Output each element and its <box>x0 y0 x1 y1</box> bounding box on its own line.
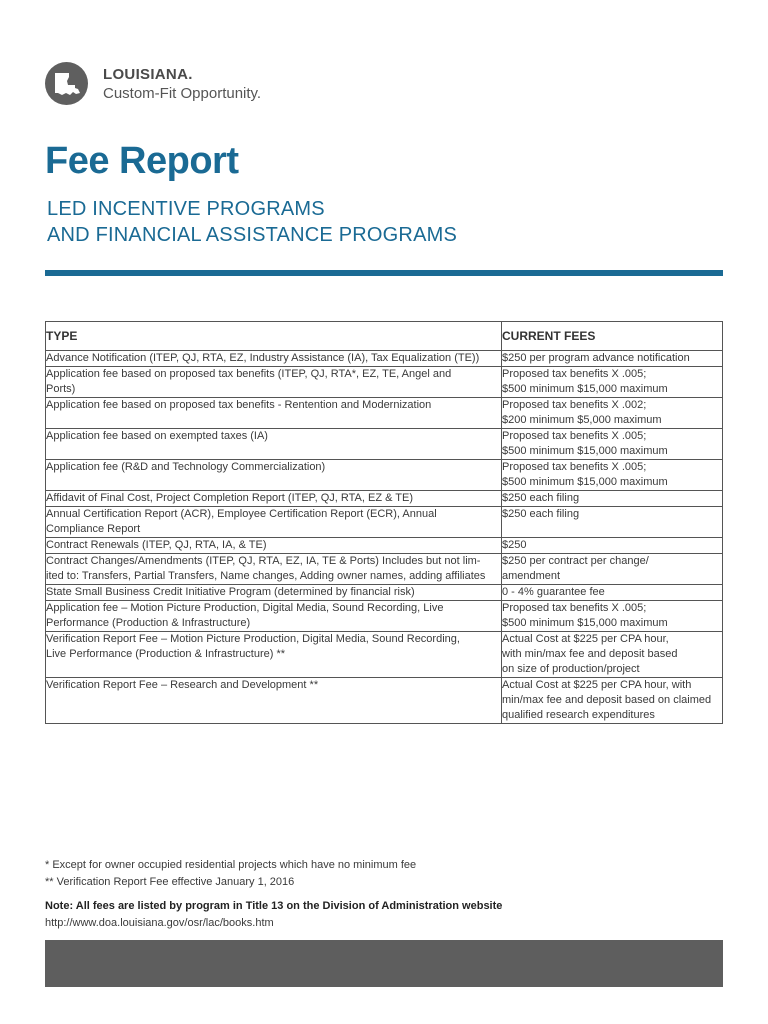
fee-cell-line: qualified research expenditures <box>502 709 655 721</box>
fee-cell <box>502 507 723 538</box>
footnote-minimum-fee: * Except for owner occupied residential projects which have no minimum fee <box>45 859 417 871</box>
fee-cell-line: $250 per program advance notification <box>502 352 690 364</box>
type-cell <box>46 429 502 460</box>
type-cell-line: Application fee based on proposed tax benefits - Rentention and Modernization <box>46 399 432 411</box>
table-row <box>46 585 723 601</box>
table-row <box>46 398 723 429</box>
type-cell-line: State Small Business Credit Initiative Program (determined by financial risk) <box>46 586 415 598</box>
type-cell-line: Performance (Production & Infrastructure) <box>46 617 251 629</box>
type-cell-line: Application fee based on proposed tax benefits (ITEP, QJ, RTA*, EZ, TE, Angel and <box>46 368 452 380</box>
fee-cell-line: $500 minimum $15,000 maximum <box>502 476 668 488</box>
fee-cell <box>502 491 723 507</box>
fee-cell-line: amendment <box>502 570 561 582</box>
table-row <box>46 538 723 554</box>
fee-cell-line: min/max fee and deposit based on claimed <box>502 694 712 706</box>
fee-cell-line: $500 minimum $15,000 maximum <box>502 383 668 395</box>
type-cell <box>46 367 502 398</box>
fee-cell-line: 0 - 4% guarantee fee <box>502 586 605 598</box>
fee-cell-line: $500 minimum $15,000 maximum <box>502 617 668 629</box>
type-cell-line: Live Performance (Production & Infrastructure) ** <box>46 648 286 660</box>
header-divider <box>45 270 723 276</box>
subtitle-line-2: AND FINANCIAL ASSISTANCE PROGRAMS <box>47 224 458 246</box>
fee-cell-line: on size of production/project <box>502 663 640 675</box>
type-cell-line: Annual Certification Report (ACR), Employee Certification Report (ECR), Annual <box>46 508 437 520</box>
fee-cell-line: $250 per contract per change/ <box>502 555 649 567</box>
footer-bar <box>45 940 723 987</box>
type-cell <box>46 678 502 724</box>
table-row <box>46 507 723 538</box>
fee-cell-line: $250 each filing <box>502 492 580 504</box>
type-cell <box>46 538 502 554</box>
fee-cell-line: Proposed tax benefits X .002; <box>502 399 647 411</box>
fee-cell-line: $200 minimum $5,000 maximum <box>502 414 662 426</box>
type-cell-line: Compliance Report <box>46 523 141 535</box>
fee-cell <box>502 601 723 632</box>
type-cell-line: Affidavit of Final Cost, Project Completion Report (ITEP, QJ, RTA, EZ & TE) <box>46 492 414 504</box>
type-cell-line: Application fee – Motion Picture Production, Digital Media, Sound Recording, Live <box>46 602 444 614</box>
louisiana-state-icon <box>53 71 81 97</box>
fee-cell <box>502 351 723 367</box>
brand-tagline: Custom-Fit Opportunity. <box>103 85 262 102</box>
table-row <box>46 678 723 724</box>
type-cell-line: Verification Report Fee – Research and Development ** <box>46 679 319 691</box>
fee-cell <box>502 554 723 585</box>
type-column-header: TYPE <box>46 322 502 351</box>
table-row <box>46 601 723 632</box>
type-cell <box>46 585 502 601</box>
fee-cell <box>502 678 723 724</box>
fee-cell <box>502 538 723 554</box>
table-row <box>46 491 723 507</box>
fee-cell <box>502 367 723 398</box>
type-cell-line: Contract Renewals (ITEP, QJ, RTA, IA, & TE) <box>46 539 267 551</box>
fee-cell-line: $250 each filing <box>502 508 580 520</box>
table-row <box>46 429 723 460</box>
louisiana-logo <box>45 62 88 105</box>
fee-cell-line: $250 <box>502 539 527 551</box>
page-title: Fee Report <box>45 140 239 182</box>
table-header-row <box>46 322 723 351</box>
fee-cell-line: Actual Cost at $225 per CPA hour, <box>502 633 669 645</box>
type-cell <box>46 460 502 491</box>
note-text: Note: All fees are listed by program in Title 13 on the Division of Administration website <box>45 900 503 912</box>
type-cell <box>46 632 502 678</box>
fee-cell-line: Proposed tax benefits X .005; <box>502 602 647 614</box>
fee-cell-line: Proposed tax benefits X .005; <box>502 368 647 380</box>
fee-cell <box>502 585 723 601</box>
fee-cell <box>502 460 723 491</box>
fee-cell-line: with min/max fee and deposit based <box>502 648 678 660</box>
fee-cell <box>502 429 723 460</box>
type-cell <box>46 601 502 632</box>
type-cell <box>46 491 502 507</box>
doa-website-link[interactable]: http://www.doa.louisiana.gov/osr/lac/books.htm <box>45 917 274 929</box>
fee-cell <box>502 398 723 429</box>
fee-cell-line: Proposed tax benefits X .005; <box>502 461 647 473</box>
type-cell <box>46 507 502 538</box>
type-cell-line: Contract Changes/Amendments (ITEP, QJ, RTA, EZ, IA, TE & Ports) Includes but not lim- <box>46 555 481 567</box>
fee-table <box>45 321 723 724</box>
brand-name: LOUISIANA. <box>103 66 193 83</box>
fee-cell-line: Actual Cost at $225 per CPA hour, with <box>502 679 692 691</box>
fee-cell-line: Proposed tax benefits X .005; <box>502 430 647 442</box>
footnote-verification-fee: ** Verification Report Fee effective January 1, 2016 <box>45 876 295 888</box>
type-cell-line: Advance Notification (ITEP, QJ, RTA, EZ, Industry Assistance (IA), Tax Equalization (TE)) <box>46 352 480 364</box>
type-cell <box>46 554 502 585</box>
type-cell <box>46 398 502 429</box>
type-cell-line: ited to: Transfers, Partial Transfers, Name changes, Adding owner names, adding affiliates <box>46 570 486 582</box>
table-row <box>46 367 723 398</box>
type-cell-line: Application fee (R&D and Technology Commercialization) <box>46 461 326 473</box>
fee-cell-line: $500 minimum $15,000 maximum <box>502 445 668 457</box>
fees-column-header: CURRENT FEES <box>502 322 723 351</box>
type-cell-line: Verification Report Fee – Motion Picture Production, Digital Media, Sound Recording, <box>46 633 460 645</box>
subtitle-line-1: LED INCENTIVE PROGRAMS <box>47 198 325 220</box>
fee-cell <box>502 632 723 678</box>
type-cell-line: Ports) <box>46 383 76 395</box>
table-row <box>46 460 723 491</box>
table-row <box>46 632 723 678</box>
type-cell-line: Application fee based on exempted taxes (IA) <box>46 430 268 442</box>
type-cell <box>46 351 502 367</box>
table-row <box>46 554 723 585</box>
table-row <box>46 351 723 367</box>
